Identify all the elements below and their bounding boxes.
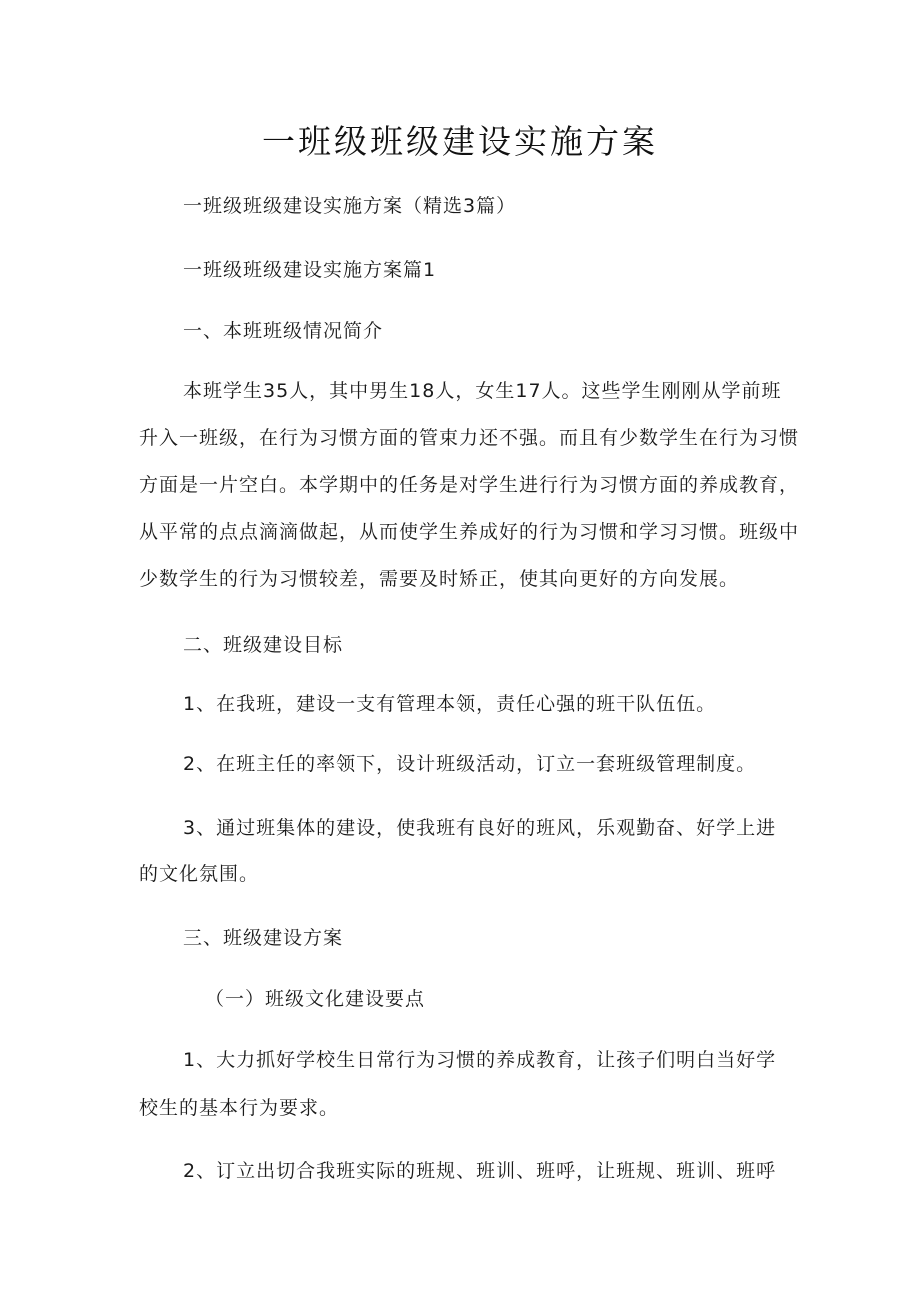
list-item: 1、大力抓好学校生日常行为习惯的养成教育，让孩子们明白当好学 — [183, 1049, 777, 1071]
article-heading: 一班级班级建设实施方案篇1 — [183, 259, 437, 281]
paragraph-line: 从平常的点点滴滴做起，从而使学生养成好的行为习惯和学习习惯。班级中 — [139, 521, 800, 543]
section-heading-1: 一、本班班级情况简介 — [183, 320, 384, 342]
subsection-heading: （一）班级文化建设要点 — [205, 988, 426, 1010]
list-item: 1、在我班，建设一支有管理本领，责任心强的班干队伍伍。 — [183, 693, 717, 715]
paragraph-line: 升入一班级，在行为习惯方面的管束力还不强。而且有少数学生在行为习惯 — [139, 427, 800, 449]
list-item: 3、通过班集体的建设，使我班有良好的班风，乐观勤奋、好学上进 — [183, 817, 777, 839]
section-heading-2: 二、班级建设目标 — [183, 634, 344, 656]
list-item: 2、在班主任的率领下，设计班级活动，订立一套班级管理制度。 — [183, 753, 757, 775]
document-title: 一班级班级建设实施方案 — [262, 122, 658, 161]
paragraph-line: 方面是一片空白。本学期中的任务是对学生进行行为习惯方面的养成教育， — [139, 474, 800, 496]
paragraph-line: 少数学生的行为习惯较差，需要及时矫正，使其向更好的方向发展。 — [139, 568, 740, 590]
list-item: 2、订立出切合我班实际的班规、班训、班呼，让班规、班训、班呼 — [183, 1160, 777, 1182]
paragraph-line: 本班学生35人，其中男生18人，女生17人。这些学生刚刚从学前班 — [183, 380, 782, 402]
list-item-continuation: 的文化氛围。 — [139, 863, 260, 885]
section-heading-3: 三、班级建设方案 — [183, 927, 344, 949]
list-item-continuation: 校生的基本行为要求。 — [139, 1097, 340, 1119]
document-subtitle: 一班级班级建设实施方案（精选3篇） — [183, 195, 517, 217]
